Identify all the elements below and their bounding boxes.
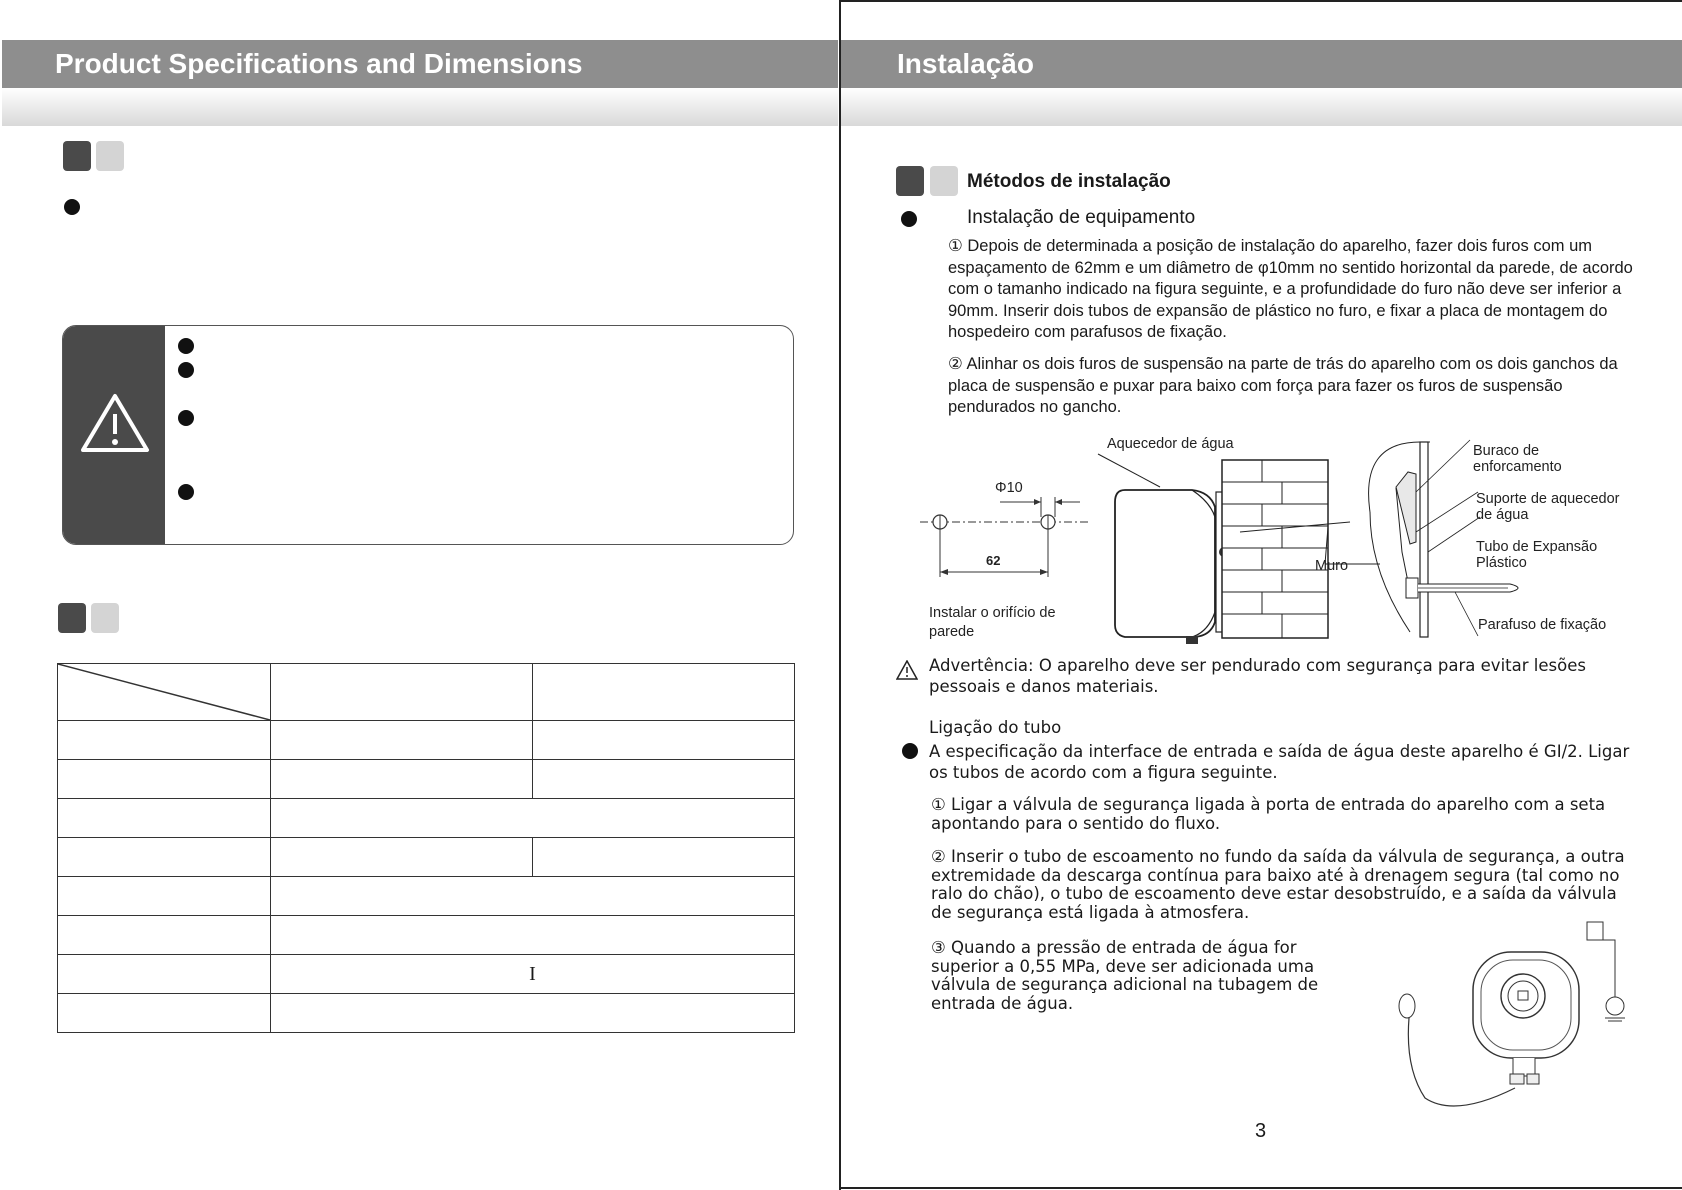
table-row [58, 664, 795, 721]
table-row [58, 877, 795, 916]
table-cell [271, 877, 795, 916]
section-marker-dark-2 [58, 603, 86, 633]
warning-icon [896, 660, 918, 680]
pipe-step-3: ③ Quando a pressão de entrada de água for superior a 0,55 MPa, deve ser adicionada uma válvula de segurança adicional na tubagem de entrada de água. [931, 938, 1319, 1013]
subsection-title: Instalação de equipamento [967, 207, 1196, 228]
left-header-title: Product Specifications and Dimensions [55, 48, 583, 79]
table-cell [271, 721, 533, 760]
table-row [58, 799, 795, 838]
table-cell [58, 721, 271, 760]
section-marker-dark [63, 141, 91, 171]
screw-label: Parafuso de fixação [1478, 617, 1607, 633]
right-header-band [841, 40, 1682, 88]
table-row [58, 760, 795, 799]
spacing-label: 62 [986, 553, 1001, 568]
table-cell [271, 760, 533, 799]
phi-label: Φ10 [995, 480, 1023, 496]
install-step-1: ① Depois de determinada a posição de instalação do aparelho, fazer dois furos com um espaçamento de 62mm e um diâmetro de φ10mm no sentido horizontal da parede, de acordo com o tamanho indicado na figura seguinte, e a profundidade do furo não deve ser inferior a 90mm. Inserir dois tubos de expansão de plástico no furo, e fixar a placa de montagem do hospedeiro com parafusos de fixação. [948, 237, 1633, 341]
pipe-step-2: ② Inserir o tubo de escoamento no fundo da saída da válvula de segurança, a outra extremidade da descarga contínua para baixo até à drenagem segura (tal como no ralo do chão), o tubo de escoamento deve estar desobstruído, e a saída da válvula de segurança está ligada à atmosfera. [931, 847, 1625, 922]
heater-connection-illustration [1385, 918, 1645, 1118]
bracket-label: Suporte de aquecedor de água [1476, 491, 1620, 523]
table-cell [533, 664, 795, 721]
table-row [58, 994, 795, 1033]
table-cell [271, 664, 533, 721]
table-cell [58, 799, 271, 838]
pipe-intro: A especificação da interface de entrada e saída de água deste aparelho é GI/2. Ligar os tubos de acordo com a figura seguinte. [929, 742, 1630, 782]
caution-bullet-2 [178, 362, 194, 378]
caution-bullet-1 [178, 338, 194, 354]
table-cell [58, 760, 271, 799]
hole-label: Instalar o orifício de parede [929, 605, 1056, 640]
bullet-dot [901, 211, 917, 227]
table-header-diagonal-cell [58, 664, 271, 721]
wall-label: Muro [1315, 558, 1349, 574]
table-row [58, 838, 795, 877]
caution-bullet-4 [178, 484, 194, 500]
diagonal-line [58, 664, 270, 720]
page-frame-top [840, 0, 1682, 2]
page-frame-bottom [840, 1187, 1682, 1189]
hang-hole-label: Buraco de enforcamento [1473, 443, 1562, 475]
table-cell [271, 955, 795, 994]
spec-table [57, 663, 795, 1033]
table-row [58, 721, 795, 760]
section-title: Métodos de instalação [967, 171, 1171, 192]
caution-panel [63, 326, 165, 544]
section-marker-light-right [930, 166, 958, 196]
page-number: 3 [1255, 1120, 1267, 1142]
bullet-dot [902, 743, 918, 759]
table-row [58, 955, 795, 994]
right-header-gradient [841, 88, 1682, 126]
table-cell [271, 838, 533, 877]
table-cell [533, 721, 795, 760]
table-mark: I [529, 962, 536, 985]
table-cell [58, 877, 271, 916]
heater-label: Aquecedor de água [1107, 436, 1234, 452]
section-marker-light [96, 141, 124, 171]
table-cell [271, 799, 795, 838]
caution-bullet-3 [178, 410, 194, 426]
section-marker-light-2 [91, 603, 119, 633]
install-step-2: ② Alinhar os dois furos de suspensão na parte de trás do aparelho com os dois ganchos da placa de suspensão e puxar para baixo com força para fazer os furos de suspensão pendurados no gancho. [948, 355, 1618, 416]
left-header-gradient [2, 88, 838, 126]
table-cell [58, 955, 271, 994]
warning-triangle-icon [79, 392, 151, 454]
tube-label: Tubo de Expansão Plástico [1476, 539, 1598, 571]
table-cell [271, 916, 795, 955]
caution-box [62, 325, 794, 545]
pipe-section-title: Ligação do tubo [929, 718, 1062, 737]
table-cell [533, 760, 795, 799]
bullet-dot [64, 199, 80, 215]
left-header-band [2, 40, 838, 88]
warning-text: Advertência: O aparelho deve ser pendurado com segurança para evitar lesões pessoais e danos materiais. [929, 656, 1586, 696]
table-cell [58, 994, 271, 1033]
section-marker-dark-right [896, 166, 924, 196]
table-cell [271, 994, 795, 1033]
table-cell [58, 838, 271, 877]
page-divider [839, 0, 841, 1190]
table-cell [533, 838, 795, 877]
pipe-step-1: ① Ligar a válvula de segurança ligada à porta de entrada do aparelho com a seta apontando para o sentido do fluxo. [931, 795, 1606, 833]
table-cell [58, 916, 271, 955]
right-header-title: Instalação [897, 48, 1034, 79]
table-row [58, 916, 795, 955]
